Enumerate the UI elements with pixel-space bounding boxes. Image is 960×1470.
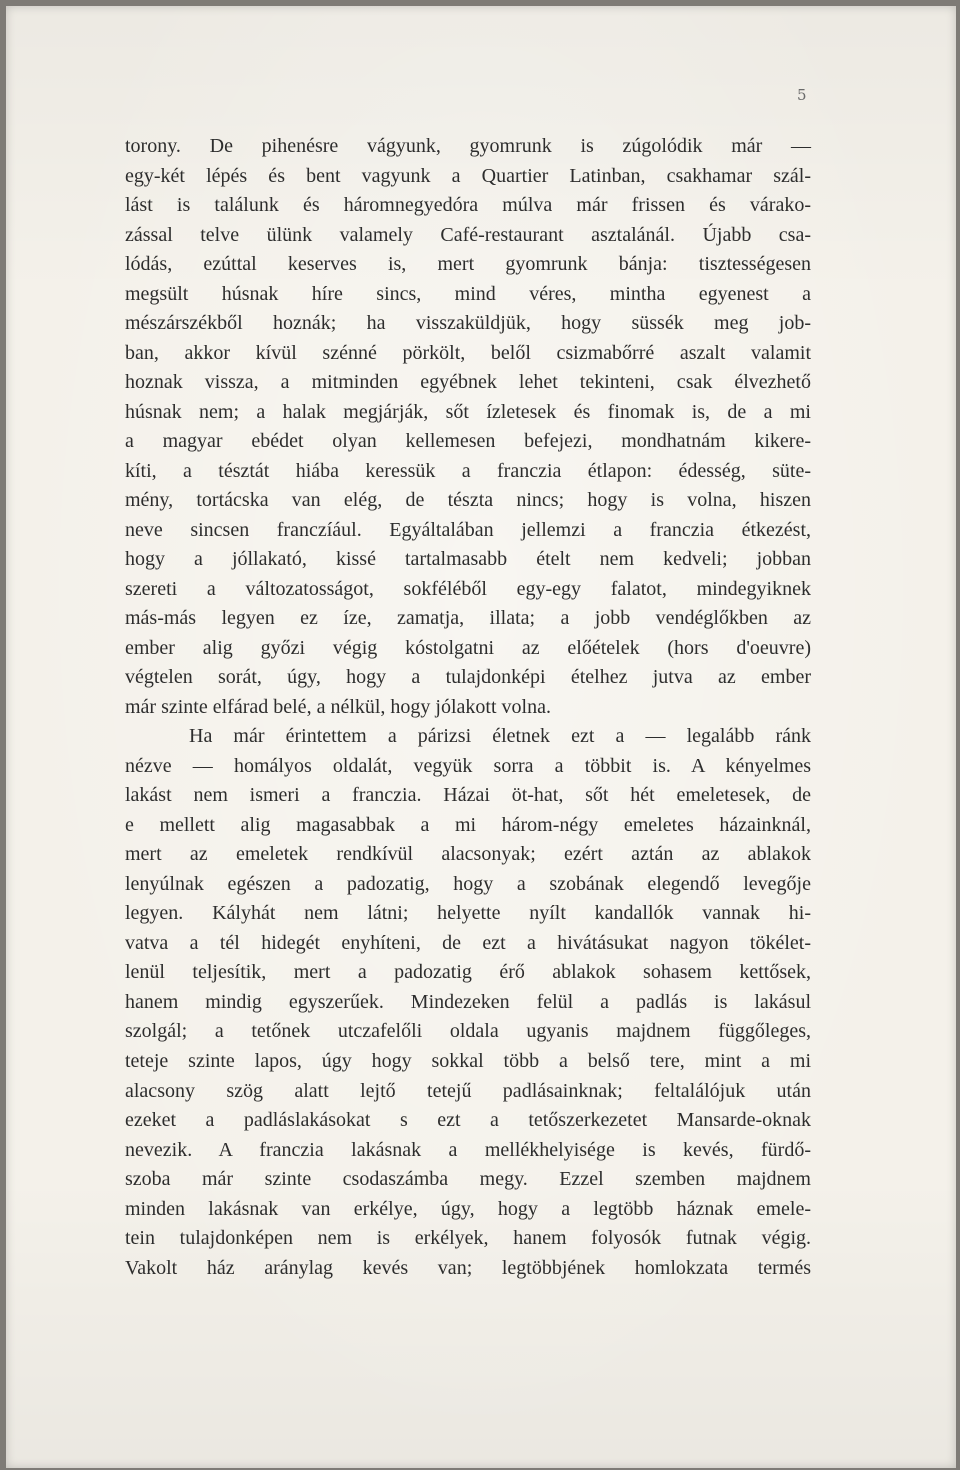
text-line: megsült húsnak híre sincs, mind véres, mintha egyenest a bbox=[125, 282, 811, 305]
text-line: lenyúlnak egészen a padozatig, hogy a szobának elegendő levegője bbox=[125, 872, 811, 895]
text-line: szoba már szinte csodaszámba megy. Ezzel szemben majdnem bbox=[125, 1168, 811, 1191]
text-line: Vakolt ház aránylag kevés van; legtöbbjének homlokzata termés bbox=[125, 1256, 811, 1279]
text-line: mert az emeletek rendkívül alacsonyak; ezért aztán az ablakok bbox=[125, 843, 811, 866]
text-line: ezeket a padláslakásokat s ezt a tetőszerkezetet Mansarde-oknak bbox=[125, 1109, 811, 1132]
text-line: ember alig győzi végig kóstolgatni az előételek (hors d'oeuvre) bbox=[125, 636, 811, 659]
text-line: mény, tortácska van elég, de tészta nincs; hogy is volna, hiszen bbox=[125, 489, 811, 512]
text-line: ban, akkor kívül szénné pörkölt, belől csizmabőrré aszalt valamit bbox=[125, 341, 811, 364]
text-line: mészárszékből hoznák; ha visszaküldjük, hogy süssék meg job- bbox=[125, 312, 811, 335]
text-line: szereti a változatosságot, sokféléből egy-egy falatot, mindegyiknek bbox=[125, 577, 811, 600]
text-line: teteje szinte lapos, úgy hogy sokkal több a belső tere, mint a mi bbox=[125, 1049, 811, 1072]
text-line: már szinte elfárad belé, a nélkül, hogy jólakott volna. bbox=[125, 695, 551, 718]
text-line: hogy a jóllakató, kissé tartalmasabb ételt nem kedveli; jobban bbox=[125, 548, 811, 571]
text-line: legyen. Kályhát nem látni; helyette nyílt kandallók vannak hi- bbox=[125, 902, 811, 925]
text-line: neve sincsen franczíául. Egyáltalában jellemzi a franczia étkezést, bbox=[125, 518, 811, 541]
text-line: hoznak vissza, a mitminden egyébnek lehet tekinteni, csak élvezhető bbox=[125, 371, 811, 394]
text-line: kíti, a tésztát hiába keressük a franczia étlapon: édesség, süte- bbox=[125, 459, 811, 482]
text-line: minden lakásnak van erkélye, úgy, hogy a legtöbb háznak emele- bbox=[125, 1197, 811, 1220]
text-line: lódás, ezúttal keserves is, mert gyomrunk bánja: tisztességesen bbox=[125, 253, 811, 276]
text-line: Ha már érintettem a párizsi életnek ezt a — legalább ránk bbox=[189, 725, 811, 748]
book-page bbox=[6, 6, 956, 1468]
text-line: nézve — homályos oldalát, vegyük sorra a többit is. A kényelmes bbox=[125, 754, 811, 777]
text-line: e mellett alig magasabbak a mi három-négy emeletes házainknál, bbox=[125, 813, 811, 836]
text-line: lenül teljesítik, mert a padozatig érő ablakok sohasem kettősek, bbox=[125, 961, 811, 984]
text-line: hanem mindig egyszerűek. Mindezeken felül a padlás is lakásul bbox=[125, 990, 811, 1013]
text-line: szolgál; a tetőnek utczafelőli oldala ugyanis majdnem függőleges, bbox=[125, 1020, 811, 1043]
text-line: nevezik. A franczia lakásnak a mellékhelyisége is kevés, fürdő- bbox=[125, 1138, 811, 1161]
text-line: egy-két lépés és bent vagyunk a Quartier Latinban, csakhamar szál- bbox=[125, 164, 811, 187]
text-line: vatva a tél hidegét enyhíteni, de ezt a hivátásukat nagyon tökélet- bbox=[125, 931, 811, 954]
text-line: a magyar ebédet olyan kellemesen befejezi, mondhatnám kikere- bbox=[125, 430, 811, 453]
text-line: más-más legyen ez íze, zamatja, illata; a jobb vendéglőkben az bbox=[125, 607, 811, 630]
text-line: végtelen sorát, úgy, hogy a tulajdonképi ételhez jutva az ember bbox=[125, 666, 811, 689]
text-line: torony. De pihenésre vágyunk, gyomrunk is zúgolódik már — bbox=[125, 135, 811, 157]
body-text bbox=[125, 132, 811, 1283]
text-line: zással telve ülünk valamely Café-restaurant asztalánál. Újabb csa- bbox=[125, 223, 811, 246]
text-line: tein tulajdonképen nem is erkélyek, hanem folyosók futnak végig. bbox=[125, 1227, 811, 1250]
page-number: 5 bbox=[797, 86, 807, 104]
text-line: alacsony szög alatt lejtő tetejű padlásainknak; feltalálójuk után bbox=[125, 1079, 811, 1102]
text-line: húsnak nem; a halak megjárják, sőt ízletesek és finomak is, de a mi bbox=[125, 400, 811, 423]
text-line: lást is találunk és háromnegyedóra múlva már frissen és várako- bbox=[125, 194, 811, 217]
text-line: lakást nem ismeri a franczia. Házai öt-hat, sőt hét emeletesek, de bbox=[125, 784, 811, 807]
